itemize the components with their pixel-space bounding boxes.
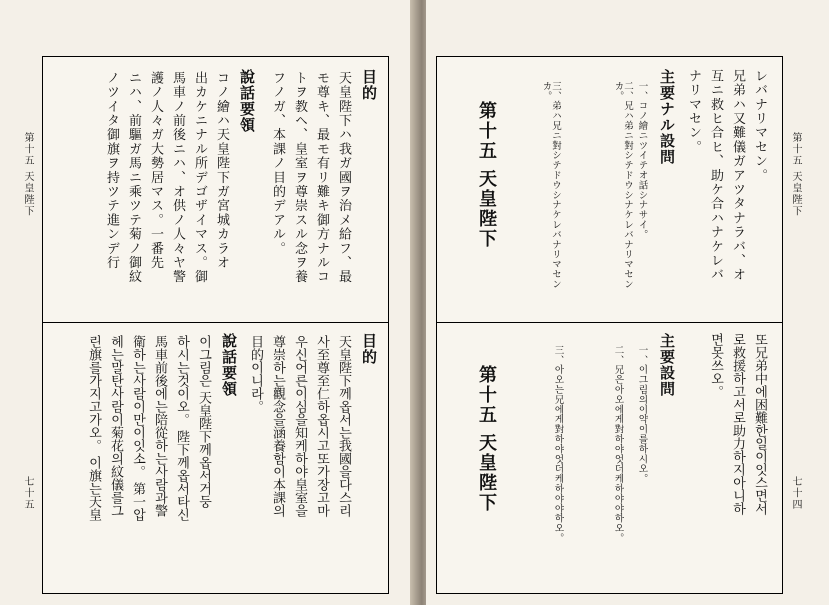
method-line-ja-6: ノツイタ御旗ヲ持ツテ進ンデ行 <box>104 71 119 270</box>
lesson-text-box <box>42 56 389 594</box>
section-divider <box>437 322 782 323</box>
method-line-ko-3: 馬車前後에는陪從하는사람과警 <box>152 335 167 517</box>
objective-heading-ko: 目的 <box>360 333 378 365</box>
objective-heading-ja: 目的 <box>360 69 378 101</box>
objective-line-ko-3: 우신어른이심을知케하야皇室을 <box>292 335 307 517</box>
running-head-left: 第十五 天皇陛下 <box>22 132 33 218</box>
method-line-ko-2: 하시는것이오。 陛下께옵서타신 <box>174 335 189 522</box>
objective-line-ja-2: モ尊キ、最モ有リ難キ御方ナルコ <box>314 71 329 284</box>
question-ko-3: 三、아오는兄에게對하야엇더케하야야하오。 <box>552 345 564 543</box>
method-heading-ja: 說話要領 <box>238 69 256 133</box>
top-line-ja-3: 互ニ救ヒ合ヒ、助ケ合ハナケレバ <box>708 69 723 282</box>
method-line-ja-2: 出カケニナル所デゴザイマス。御 <box>192 71 207 284</box>
top-line-ja-4: ナリマセン。 <box>686 69 701 155</box>
method-line-ja-3: 馬車ノ前後ニハ、オ供ノ人々ヤ警 <box>170 71 185 284</box>
method-line-ja-5: ニハ、前驅ガ馬ニ乘ツテ菊ノ御紋 <box>126 71 141 284</box>
right-page <box>426 0 829 605</box>
objective-line-ko-2: 사至尊至仁하옵시고또가장고마 <box>314 335 329 517</box>
objective-line-ja-1: 天皇陛下ハ我ガ國ヲ治メ給フ、最 <box>336 71 351 284</box>
method-line-ko-6: 린旗를가지고가오。 이旗는天皇 <box>86 335 101 522</box>
lesson-text-box <box>436 56 783 594</box>
question-ja-1: 一、コノ繪ニツイテオ話シナサイ。 <box>636 81 648 240</box>
method-line-ja-1: コノ繪ハ天皇陛下ガ宮城カラオ <box>214 71 229 270</box>
question-ja-2: 二、兄ハ弟ニ對シテドウシナケレバナリマセンカ。 <box>612 81 633 289</box>
method-line-ja-4: 護ノ人々ガ大勢居マス。一番先 <box>148 71 163 270</box>
questions-heading-ja: 主要ナル設問 <box>658 69 676 165</box>
running-head-right: 第十五 天皇陛下 <box>790 132 801 218</box>
question-ja-3: 三、弟ハ兄ニ對シテドウシナケレバナリマセンカ。 <box>540 81 561 289</box>
objective-line-ko-1: 天皇陛下께옵서는我國을다스리 <box>336 335 351 517</box>
question-ko-1: 一、이그림의이약이를하시오。 <box>636 345 648 484</box>
questions-heading-ko: 主要設問 <box>658 333 676 397</box>
section-divider <box>43 322 388 323</box>
top-line-ko-2: 로救援하고서로助力하지아니하 <box>730 333 745 515</box>
method-line-ko-4: 衛하는사람이만이잇소。 第一압 <box>130 335 145 522</box>
page-number-right: 七十四 <box>790 476 801 511</box>
page-number-left: 七十五 <box>22 476 33 511</box>
lesson-title-ko: 第十五 天皇陛下 <box>476 365 497 514</box>
method-line-ko-5: 헤는말탄사람이菊花의紋儀를그 <box>108 335 123 517</box>
objective-line-ja-4: フノガ、本課ノ目的デアル。 <box>270 71 285 256</box>
top-line-ko-3: 면못쓰오。 <box>708 333 723 398</box>
objective-line-ko-4: 尊崇하는觀念을涵養함이本課의 <box>270 335 285 517</box>
lesson-title-ja: 第十五 天皇陛下 <box>476 101 497 250</box>
method-heading-ko: 說話要領 <box>220 333 238 397</box>
top-line-ja-1: レバナリマセン。 <box>752 69 767 183</box>
top-line-ko-1: 또兄弟中에困難한일이잇스면서 <box>752 333 767 515</box>
top-line-ja-2: 兄弟ハ又難儀ガアツタナラバ、オ <box>730 69 745 282</box>
question-ko-2: 二、兄은아오에게對하야엇더케하야야하오。 <box>612 345 624 543</box>
objective-line-ja-3: トヲ教ヘ、皇室ヲ尊崇スル念ヲ養 <box>292 71 307 284</box>
objective-line-ko-5: 目的이니라。 <box>248 335 263 413</box>
method-line-ko-1: 이그림은 天皇陛下께옵서거둥 <box>196 335 211 509</box>
